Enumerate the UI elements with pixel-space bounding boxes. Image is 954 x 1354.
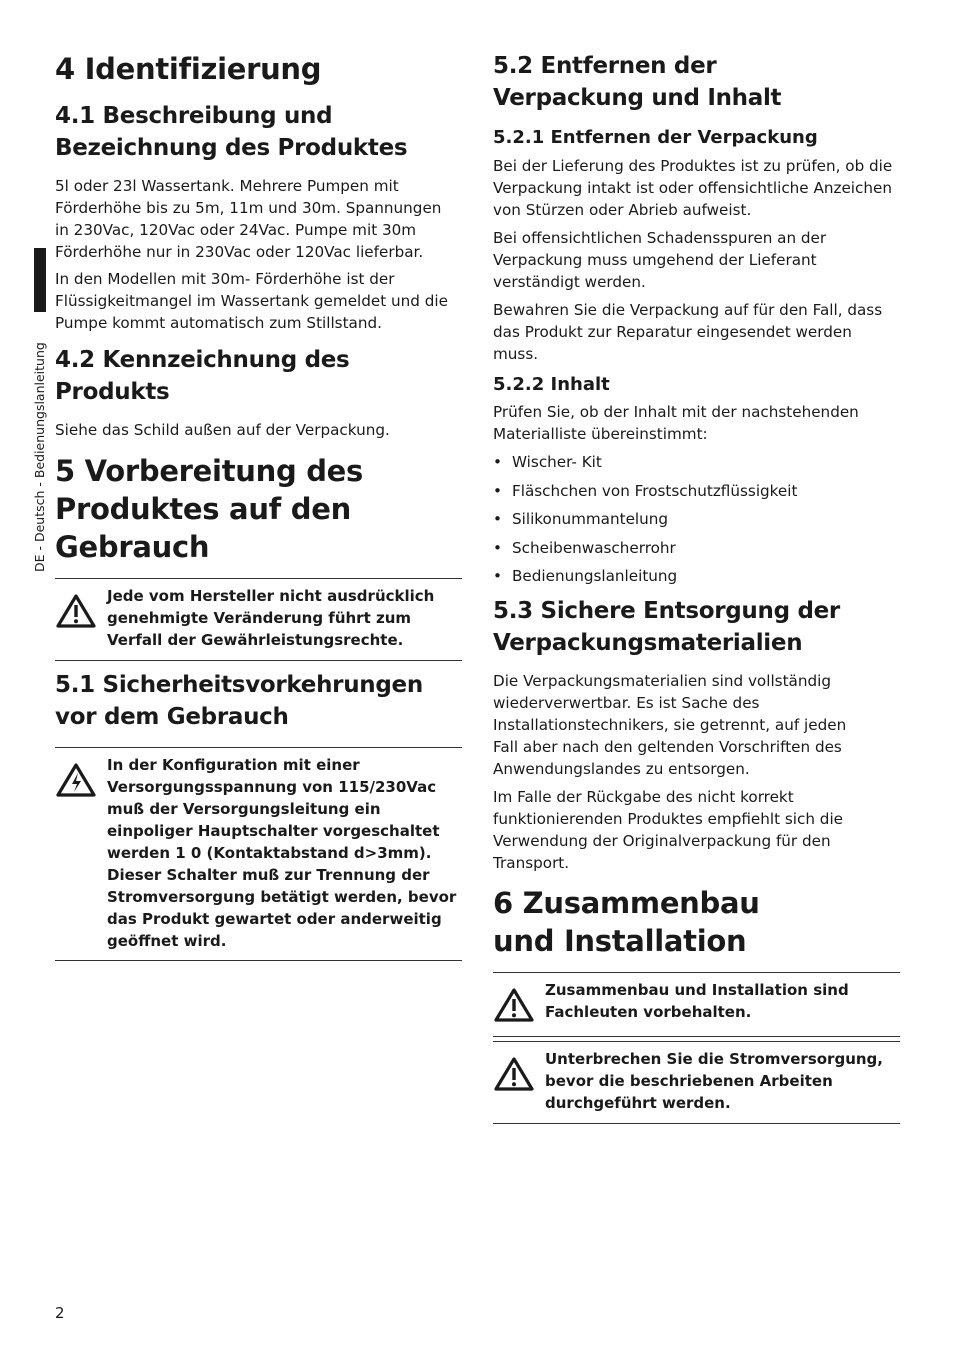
warning-icon <box>493 1048 545 1114</box>
section-5-2-1-paragraph-2: Bei offensichtlichen Schadensspuren an der Verpackung muss umgehend der Lieferant verständigt werden. <box>493 229 827 291</box>
section-4-heading: 4 Identifizierung <box>55 52 322 86</box>
warning-box-qualified <box>493 972 900 1037</box>
section-5-3-paragraph-1: Die Verpackungsmaterialien sind vollständig wiederverwertbar. Es ist Sache des Installationstechnikers, sie getrennt, auf jeden Fall aber nach den geltenden Vorschriften des Anwendungslandes zu entsorgen. <box>493 672 847 778</box>
section-4-2-paragraph: Siehe das Schild außen auf der Verpackung. <box>55 421 390 439</box>
section-5-2-2-heading: 5.2.2 Inhalt <box>493 374 610 395</box>
contents-list <box>493 451 900 587</box>
sidebar-marker <box>34 248 46 312</box>
warning-text-qualified: Zusammenbau und Installation sind Fachleuten vorbehalten. <box>545 981 849 1021</box>
page-number: 2 <box>55 1304 65 1322</box>
warning-box-voltage <box>55 747 462 961</box>
right-column <box>493 48 900 1124</box>
section-5-2-2-paragraph: Prüfen Sie, ob der Inhalt mit der nachstehenden Materialliste übereinstimmt: <box>493 403 859 443</box>
warning-text-modification: Jede vom Hersteller nicht ausdrücklich genehmigte Veränderung führt zum Verfall der Gewährleistungsrechte. <box>107 587 435 649</box>
section-4-1-heading: 4.1 Beschreibung und Bezeichnung des Produktes <box>55 103 408 161</box>
warning-text-voltage: In der Konfiguration mit einer Versorgungsspannung von 115/230Vac muß der Versorgungsleitung ein einpoliger Hauptschalter vorgeschaltet werden 1 0 (Kontaktabstand d>3mm). Dieser Schalter muß zur Trennung der Stromversorgung betätigt werden, bevor das Produkt gewartet oder anderweitig geöffnet wird. <box>107 756 457 950</box>
section-5-2-1-heading: 5.2.1 Entfernen der Verpackung <box>493 127 818 148</box>
section-5-3-heading: 5.3 Sichere Entsorgung der Verpackungsmaterialien <box>493 598 840 656</box>
section-5-2-1-paragraph-1: Bei der Lieferung des Produktes ist zu prüfen, ob die Verpackung intakt ist oder offensichtliche Anzeichen von Stürzen oder Abrieb aufweist. <box>493 157 893 219</box>
list-item: • Bedienungslanleitung <box>493 565 900 587</box>
section-5-1-heading: 5.1 Sicherheitsvorkehrungen vor dem Gebrauch <box>55 672 423 730</box>
warning-box-power <box>493 1041 900 1124</box>
section-4-1-paragraph-2: In den Modellen mit 30m- Förderhöhe ist der Flüssigkeitmangel im Wassertank gemeldet und die Pumpe kommt automatisch zum Stillstand. <box>55 270 448 332</box>
section-4-2-heading: 4.2 Kennzeichnung des Produkts <box>55 347 350 405</box>
list-item: • Fläschchen von Frostschutzflüssigkeit <box>493 480 900 502</box>
section-4-1-paragraph-1: 5l oder 23l Wassertank. Mehrere Pumpen mit Förderhöhe bis zu 5m, 11m und 30m. Spannungen in 230Vac, 120Vac oder 24Vac. Pumpe mit 30m Förderhöhe nur in 230Vac oder 120Vac lieferbar. <box>55 177 442 261</box>
warning-text-power: Unterbrechen Sie die Stromversorgung, bevor die beschriebenen Arbeiten durchgeführt werden. <box>545 1050 883 1112</box>
sidebar-label: DE - Deutsch - Bedienungslanleitung <box>32 342 47 572</box>
electrical-hazard-icon <box>55 754 107 952</box>
section-5-2-1-paragraph-3: Bewahren Sie die Verpackung auf für den Fall, dass das Produkt zur Reparatur eingesendet werden muss. <box>493 301 883 363</box>
warning-icon <box>55 585 107 651</box>
section-5-3-paragraph-2: Im Falle der Rückgabe des nicht korrekt funktionierenden Produktes empfiehlt sich die Verwendung der Originalverpackung für den Transport. <box>493 788 844 872</box>
section-5-2-heading: 5.2 Entfernen der Verpackung und Inhalt <box>493 53 782 111</box>
section-5-heading: 5 Vorbereitung des Produktes auf den Gebrauch <box>55 454 363 564</box>
warning-box-modification <box>55 578 462 661</box>
list-item: • Scheibenwascherrohr <box>493 537 900 559</box>
list-item: • Silikonummantelung <box>493 508 900 530</box>
left-column <box>55 48 462 961</box>
warning-icon <box>493 979 545 1027</box>
section-6-heading: 6 Zusammenbau und Installation <box>493 886 760 958</box>
list-item: • Wischer- Kit <box>493 451 900 473</box>
